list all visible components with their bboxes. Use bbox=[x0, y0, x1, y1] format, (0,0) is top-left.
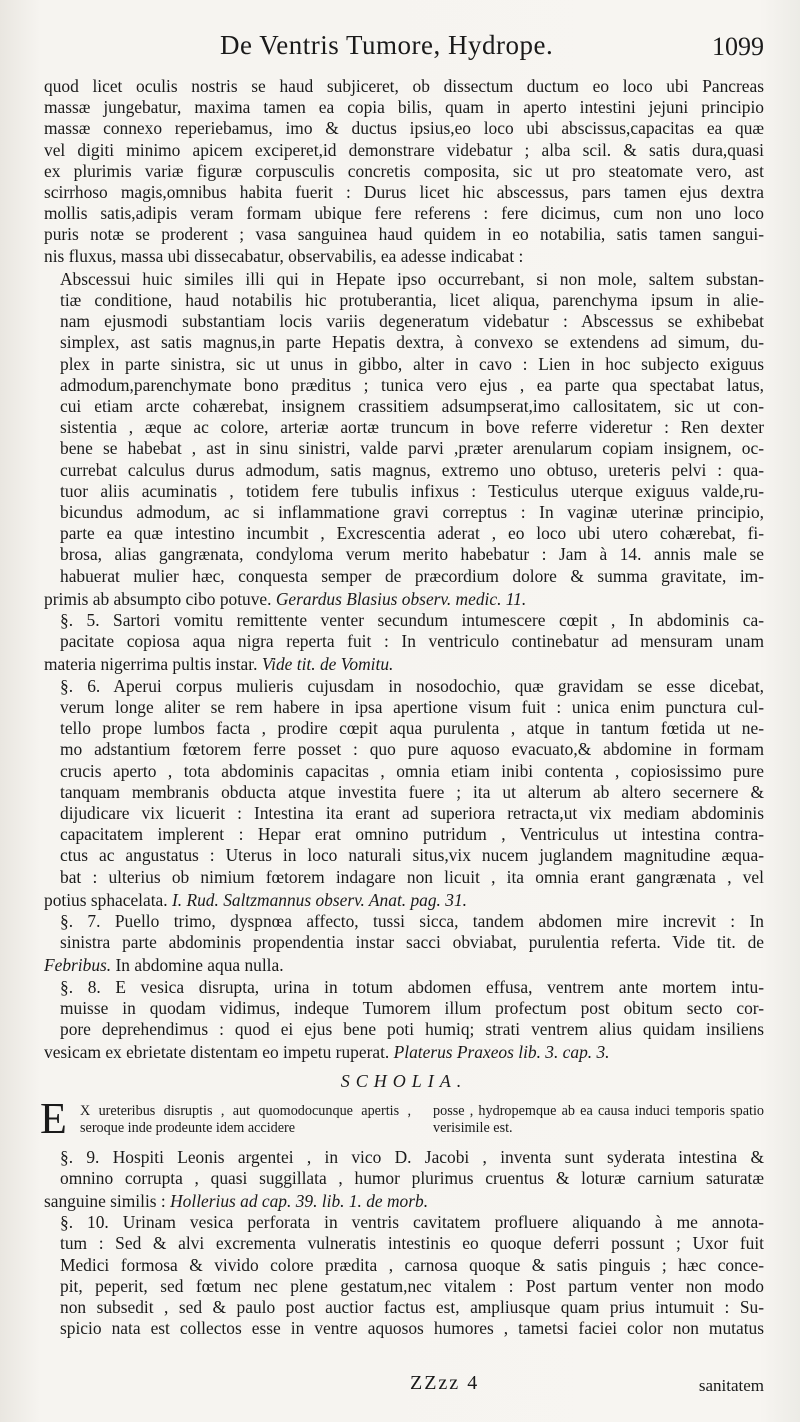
s7-line: §. 7. Puello trimo, dyspnœa affecto, tussi sicca, tandem abdomen mire increvit : In bbox=[60, 910, 764, 931]
scholia-block bbox=[40, 1093, 764, 1143]
s10-line: tum : Sed & alvi excrementa vulneratis intestinis eo quoque deferri possunt ; Uxor fuit bbox=[60, 1233, 764, 1254]
running-head bbox=[0, 28, 800, 72]
p2-line: currebat calculus durus admodum, satis magnus, extremo uno obtuso, ureteris pelvi : qua- bbox=[60, 459, 764, 480]
p2-line: sistentia , æque ac colore, arteriæ aortæ truncum in bove referre videretur : Ren dexter bbox=[60, 417, 764, 438]
section-8-last-text: vesicam ex ebrietate distentam eo impetu ruperat. bbox=[44, 1042, 390, 1063]
s6-line: tello prope lumbos facta , prodire cœpit aqua purulenta , atque in tantum fœtida ut ne- bbox=[60, 718, 764, 739]
section-6-last-line bbox=[44, 890, 764, 911]
s6-line: mo adstantium fœtorem ferre posset : quo pure aquoso evacuato,& abdomine in formam bbox=[60, 739, 764, 760]
p1-line: nis fluxus, massa ubi dissecabatur, observabilis, ea adesse indicabat : bbox=[44, 245, 524, 266]
citation-blasius: Gerardus Blasius observ. medic. 11. bbox=[275, 588, 527, 609]
s6-line: ctus ac angustatus : Uterus in loco naturali situs,vix nucem juglandem magnitudine æqua- bbox=[60, 845, 764, 866]
p2-line: habuerat mulier hæc, conquesta semper de præcordium dolore & summa gravitate, im- bbox=[60, 565, 764, 586]
s5-line: pacitate copiosa aqua nigra reperta fuit : In ventriculo continebatur ad mensuram unam bbox=[60, 631, 764, 652]
section-5-last-text: materia nigerrima pultis instar. bbox=[44, 654, 258, 675]
section-6-last-text: potius sphacelata. bbox=[44, 889, 168, 910]
p1-line: vel digiti minimo apicem exciperet,id demonstrare videbatur ; alba scil. & satis dura,quasi bbox=[44, 139, 764, 160]
catchword: sanitatem bbox=[698, 1376, 764, 1395]
section-7-last-text: In abdomine aqua nulla. bbox=[115, 955, 284, 976]
p1-line: puris notæ se proderent ; vasa sanguinea haud quidem in eo notabilia, satis tamen sangui- bbox=[44, 224, 764, 245]
section-6 bbox=[44, 676, 764, 888]
p2-line: cui etiam arcte cohærebat, insignem crassitiem adsumpserat,imo callositatem, sic ut con- bbox=[60, 396, 764, 417]
running-title: De Ventris Tumore, Hydrope. bbox=[220, 30, 554, 60]
scholia-left-column: X ureteribus disruptis , aut quomodocunque apertis , seroque inde prodeunte idem accidere bbox=[80, 1102, 411, 1136]
scholia-dropcap: E bbox=[40, 1093, 67, 1143]
citation-platerus: Platerus Praxeos lib. 3. cap. 3. bbox=[393, 1042, 610, 1063]
s9-line: omnino corrupta , quasi suggillata , humor plurimus cruentus & loturæ carnium saturatæ bbox=[60, 1167, 764, 1188]
p2-line: parte ea quæ intestino incumbit , Excrescentia aderat , eo loco ubi utero cohærebat, fi- bbox=[60, 523, 764, 544]
p2-line: plex in parte sinistra, sic ut unus in gibbo, alter in cavo : Lien in hoc subjecto exiguus bbox=[60, 353, 764, 374]
section-8 bbox=[44, 977, 764, 1041]
p2-line: bene se habebat , ast in sinu sinistri, valde parvi ,præter arenularum copiam insignem, oc- bbox=[60, 438, 764, 459]
section-5 bbox=[44, 610, 764, 652]
s10-line: pit, peperit, sed fœtum nec plene gestatum,nec vitalem : Post partum venter non modo bbox=[60, 1275, 764, 1296]
s6-line: dijudicare vix licuerit : Intestina ita erant ad superiora retracta,ut vix mediam abdominis bbox=[60, 802, 764, 823]
s10-line: spicio nata est collectos esse in ventre aquosos humores , tametsi faciei color non mutatus bbox=[60, 1318, 764, 1339]
main-text bbox=[40, 76, 764, 1341]
section-5-last-line bbox=[44, 654, 764, 675]
p2-line: tiæ conditione, haud notabilis hic protuberantia, licet aliqua, parenchyma ipsum in alie- bbox=[60, 290, 764, 311]
p2-line: brosa, alias gangrænata, condyloma verum merito habebatur : Jam à 14. annis male se bbox=[60, 544, 764, 565]
section-7 bbox=[44, 911, 764, 953]
p2-line: nam ejusmodi substantiam locis variis degeneratum videbatur : Abscessus se exhibebat bbox=[60, 311, 764, 332]
p1-line: ex plurimis variæ figuræ corpusculis concretis composita, sic ut pro steatomate vero, ast bbox=[44, 160, 764, 181]
citation-hollerius: Hollerius ad cap. 39. lib. 1. de morb. bbox=[170, 1190, 429, 1211]
citation-vomitu: Vide tit. de Vomitu. bbox=[261, 654, 394, 675]
s10-line: non subsedit , sed & paulo post auctior factus est, ampliusque quam prius intumuit : Su- bbox=[60, 1296, 764, 1317]
citation-febribus: Febribus. bbox=[44, 955, 112, 976]
signature-mark: ZZzz 4 bbox=[410, 1372, 480, 1394]
s6-line: capacitatem implerent : Hepar erat omnino putridum , Ventriculus ut intestina contra- bbox=[60, 824, 764, 845]
section-9-last-line bbox=[44, 1191, 764, 1212]
s6-line: tanquam membranis obducta atque investita fuere ; ita ut alterum ab altero secernere & bbox=[60, 781, 764, 802]
p2-line: bicundus admodum, ac si inflammatione gravi correptus : In vaginæ uterinæ principio, bbox=[60, 502, 764, 523]
citation-saltzmannus: I. Rud. Saltzmannus observ. Anat. pag. 31. bbox=[172, 889, 467, 910]
section-7-last-line bbox=[44, 955, 764, 976]
s8-line: muisse in quodam vidimus, indeque Tumorem illum profectum post obitum secto cor- bbox=[60, 997, 764, 1018]
scholia-heading: SCHOLIA. bbox=[340, 1071, 468, 1092]
paragraph-2-last-line bbox=[44, 589, 764, 610]
s10-line: §. 10. Urinam vesica perforata in ventris cavitatem profluere aliquando à me annota- bbox=[60, 1212, 764, 1233]
s8-line: §. 8. E vesica disrupta, urina in totum abdomen effusa, ventrem ante mortem intu- bbox=[60, 976, 764, 997]
section-10 bbox=[44, 1212, 764, 1339]
s6-line: bat : ulterius ob nimium fœtorem indagare non licuit , ita omnia erant gangrænata , vel bbox=[60, 866, 764, 887]
paragraph-2-last-text: primis ab absumpto cibo potuve. bbox=[44, 588, 272, 609]
s10-line: Medici formosa & vivido colore prædita , carnosa quoque & satis pinguis ; hæc conce- bbox=[60, 1254, 764, 1275]
p2-line: Abscessui huic similes illi qui in Hepate ipso occurrebant, si non mole, saltem substan- bbox=[60, 268, 764, 289]
section-9-last-text: sanguine similis : bbox=[44, 1190, 166, 1211]
p2-line: simplex, ast satis magnus,in parte Hepatis dextra, à convexo se extendens ad simum, du- bbox=[60, 332, 764, 353]
p1-line: massæ connexo reperiebamus, imo & ductus ipsius,eo loco ubi abscissus,capacitas ea quæ bbox=[44, 118, 764, 139]
p1-line: quod licet oculis nostris se haud subjiceret, ob dissectum ductum eo loco ubi Pancreas bbox=[44, 76, 764, 96]
section-9 bbox=[44, 1147, 764, 1189]
s5-line: §. 5. Sartori vomitu remittente venter secundum intumescere cœpit , In abdominis ca- bbox=[60, 610, 764, 631]
s9-line: §. 9. Hospiti Leonis argentei , in vico D. Jacobi , inventa sunt syderata intestina & bbox=[60, 1146, 764, 1167]
s7-line: sinistra parte abdominis propendentia instar sacci obviabat, purulentia referta. Vide tit. de bbox=[60, 932, 764, 953]
s6-line: crucis aperto , tota abdominis capacitas , omnia etiam inibi contenta , copiosissimo pure bbox=[60, 760, 764, 781]
paragraph-1 bbox=[44, 76, 764, 267]
page-number: 1099 bbox=[712, 32, 764, 61]
scholia-right-column: posse , hydropemque ab ea causa induci temporis spatio verisimile est. bbox=[433, 1102, 764, 1136]
p2-line: tuor aliis acuminatis , totidem fere tubulis infixus : Testiculus uterque exiguus valde,ru- bbox=[60, 480, 764, 501]
s6-line: verum longe aliter se rem habere in ipsa apertione visum fuit : unica enim punctura cul- bbox=[60, 696, 764, 717]
s6-line: §. 6. Aperui corpus mulieris cujusdam in nosodochio, quæ gravidam se esse dicebat, bbox=[60, 675, 764, 696]
paragraph-2 bbox=[44, 269, 764, 587]
footer bbox=[0, 1372, 800, 1400]
section-8-last-line bbox=[44, 1042, 764, 1063]
p1-line: massæ jungebatur, maxima tamen ea copia bilis, quam in aperto intestini jejuni principio bbox=[44, 97, 764, 118]
p2-line: admodum,parenchymate bono præditus ; tunica vero ejus , ea parte qua spectabat latus, bbox=[60, 374, 764, 395]
p1-line: scirrhoso magis,omnibus habita fuerit : Durus licet hic abscessus, pars tamen ejus dextra bbox=[44, 182, 764, 203]
s8-line: pore deprehendimus : quod ei ejus bene poti humiq; strati ventrem alius quidam insiliens bbox=[60, 1018, 764, 1039]
p1-line: mollis satis,adipis veram formam ubique fere referens : fere dicimus, cum non uno loco bbox=[44, 203, 764, 224]
